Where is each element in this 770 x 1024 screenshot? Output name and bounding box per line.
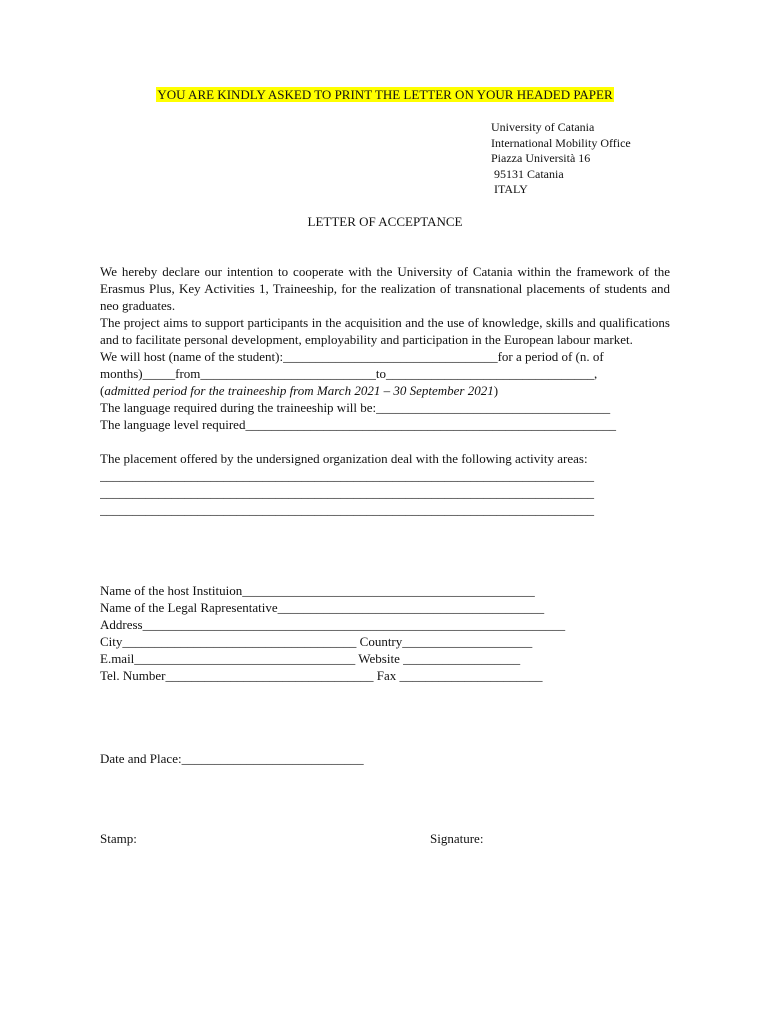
activity-blank-line-1: ____________________________________________________________________________ xyxy=(100,468,594,483)
language-required-line: The language required during the traineeship will be:____________________________________ xyxy=(100,400,611,415)
address-line-street: Piazza Università 16 xyxy=(491,151,591,165)
admitted-close-paren: ) xyxy=(493,383,499,398)
legal-representative-line: Name of the Legal Rapresentative_________________________________________ xyxy=(100,600,545,615)
address-line-postcode: 95131 Catania xyxy=(491,166,564,181)
date-place-line: Date and Place:____________________________ xyxy=(100,751,364,766)
stamp-label: Stamp: xyxy=(100,831,137,846)
print-notice-text: YOU ARE KINDLY ASKED TO PRINT THE LETTER ON YOUR HEADED PAPER xyxy=(157,87,613,102)
spacer xyxy=(100,433,670,450)
address-line: Address_________________________________________________________________ xyxy=(100,617,566,632)
host-institution-line: Name of the host Instituion_____________________________________________ xyxy=(100,583,535,598)
letter-body xyxy=(100,263,670,518)
address-line-country: ITALY xyxy=(491,182,528,196)
print-notice xyxy=(0,86,770,103)
recipient-address xyxy=(491,120,631,198)
admitted-period-text: admitted period for the traineeship from March 2021 – 30 September 2021 xyxy=(104,383,494,398)
language-level-line: The language level required_________________________________________________________ xyxy=(100,417,616,432)
paragraph-project-aims: The project aims to support participants in the acquisition and the use of knowledge, skills and qualifications and to facilitate personal development, employability and participation in the European labour market. xyxy=(100,315,670,347)
admitted-period-note xyxy=(100,382,670,399)
admitted-open-paren: ( xyxy=(100,383,105,398)
host-student-line: We will host (name of the student):_________________________________for a period of (n. of xyxy=(100,349,604,364)
letter-title: LETTER OF ACCEPTANCE xyxy=(307,214,463,229)
city-country-line: City____________________________________ Country____________________ xyxy=(100,634,533,649)
email-website-line: E.mail__________________________________ Website __________________ xyxy=(100,651,521,666)
placement-activity-intro: The placement offered by the undersigned organization deal with the following activity areas: xyxy=(100,451,588,466)
address-line-office: International Mobility Office xyxy=(491,135,631,150)
activity-blank-line-2: ____________________________________________________________________________ xyxy=(100,485,594,500)
paragraph-intention: We hereby declare our intention to cooperate with the University of Catania within the framework of the Erasmus Plus, Key Activities 1, Traineeship, for the realization of transnational placements of students and neo graduates. xyxy=(100,264,670,313)
months-period-line: months)_____from___________________________to________________________________, xyxy=(100,366,598,381)
address-line-university: University of Catania xyxy=(491,120,595,134)
signature-label: Signature: xyxy=(430,831,484,846)
activity-blank-line-3: ____________________________________________________________________________ xyxy=(100,502,594,517)
host-details xyxy=(100,582,620,684)
tel-fax-line: Tel. Number________________________________ Fax ______________________ xyxy=(100,668,543,683)
